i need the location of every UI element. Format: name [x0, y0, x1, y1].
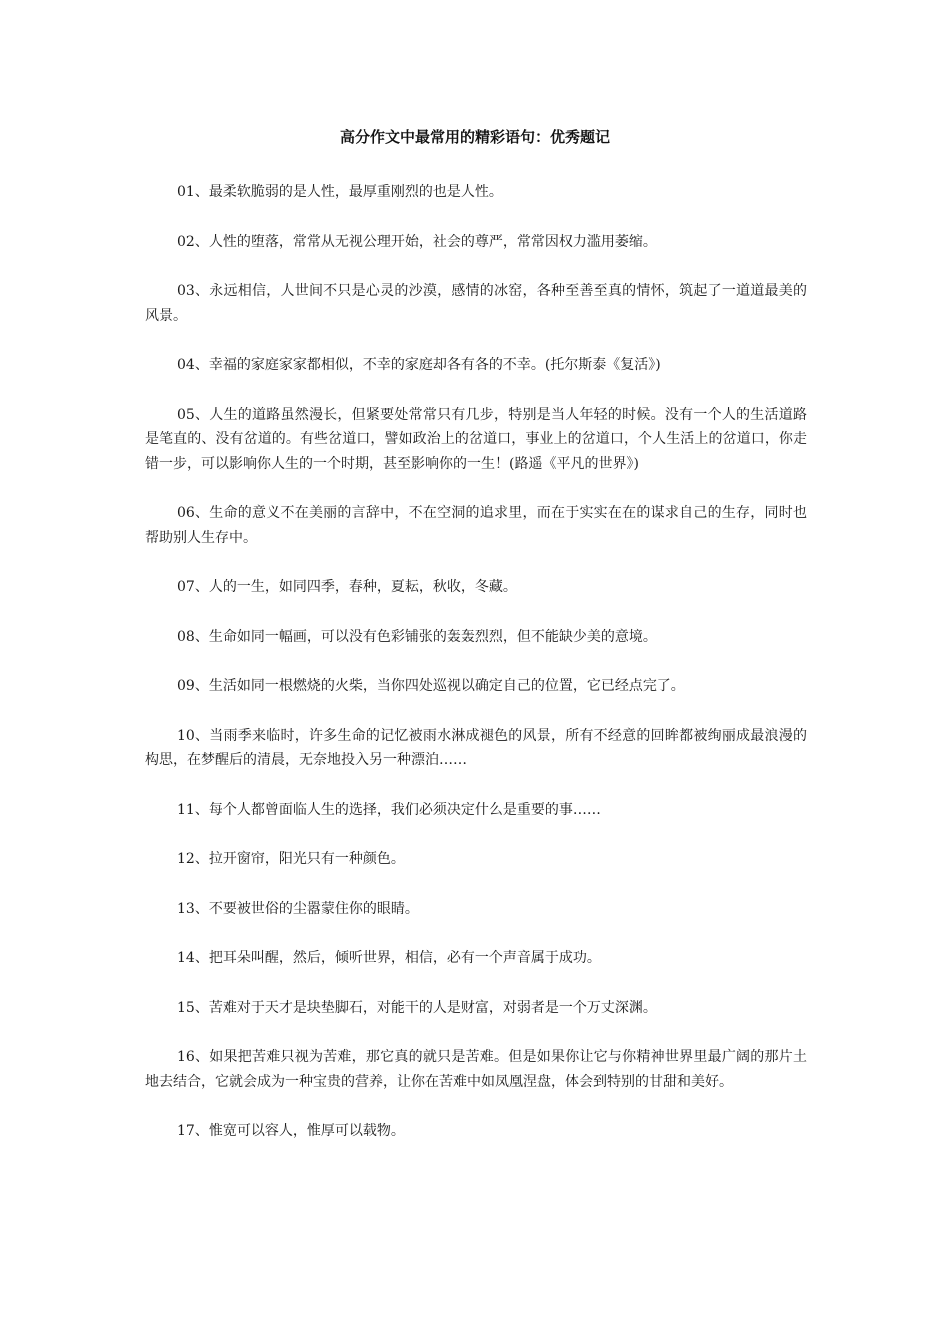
paragraph-09: 09、生活如同一根燃烧的火柴，当你四处巡视以确定自己的位置，它已经点完了。 [177, 678, 685, 694]
paragraph-06: 06、生命的意义不在美丽的言辞中，不在空洞的追求里，而在于实实在在的谋求自己的生存，同时也帮助别人生存中。 [145, 505, 807, 546]
paragraph-05: 05、人生的道路虽然漫长，但紧要处常常只有几步，特别是当人年轻的时候。没有一个人的生活道路是笔直的、没有岔道的。有些岔道口，譬如政治上的岔道口，事业上的岔道口，个人生活上的岔道口，你走错一步，可以影响你人生的一个时期，甚至影响你的一生！(路遥《平凡的世界》) [145, 406, 807, 472]
paragraph-04: 04、幸福的家庭家家都相似，不幸的家庭却各有各的不幸。(托尔斯泰《复活》) [177, 357, 661, 373]
paragraph-03: 03、永远相信，人世间不只是心灵的沙漠，感情的冰窑，各种至善至真的情怀，筑起了一道道最美的风景。 [145, 283, 807, 324]
paragraph-15: 15、苦难对于天才是块垫脚石，对能干的人是财富，对弱者是一个万丈深渊。 [177, 999, 657, 1016]
paragraph-17: 17、惟宽可以容人，惟厚可以载物。 [177, 1123, 405, 1139]
paragraph-11: 11、每个人都曾面临人生的选择，我们必须决定什么是重要的事…… [177, 801, 601, 818]
paragraph-12: 12、拉开窗帘，阳光只有一种颜色。 [177, 851, 405, 867]
document-title: 高分作文中最常用的精彩语句：优秀题记 [339, 128, 610, 146]
paragraph-16: 16、如果把苦难只视为苦难，那它真的就只是苦难。但是如果你让它与你精神世界里最广阔的那片土地去结合，它就会成为一种宝贵的营养，让你在苦难中如凤凰涅盘，体会到特别的甘甜和美好。 [145, 1049, 807, 1090]
paragraph-10: 10、当雨季来临时，许多生命的记忆被雨水淋成褪色的风景，所有不经意的回眸都被绚丽成最浪漫的构思，在梦醒后的清晨，无奈地投入另一种漂泊…… [145, 727, 807, 768]
paragraph-07: 07、人的一生，如同四季，春种，夏耘，秋收，冬藏。 [177, 579, 517, 595]
paragraph-08: 08、生命如同一幅画，可以没有色彩铺张的轰轰烈烈，但不能缺少美的意境。 [177, 628, 657, 645]
paragraph-13: 13、不要被世俗的尘嚣蒙住你的眼睛。 [177, 900, 419, 917]
document-body [145, 180, 807, 1169]
paragraph-14: 14、把耳朵叫醒，然后，倾听世界，相信，必有一个声音属于成功。 [177, 950, 601, 966]
paragraph-01: 01、最柔软脆弱的是人性，最厚重刚烈的也是人性。 [177, 184, 503, 200]
paragraph-02: 02、人性的堕落，常常从无视公理开始，社会的尊严，常常因权力滥用萎缩。 [177, 233, 657, 250]
